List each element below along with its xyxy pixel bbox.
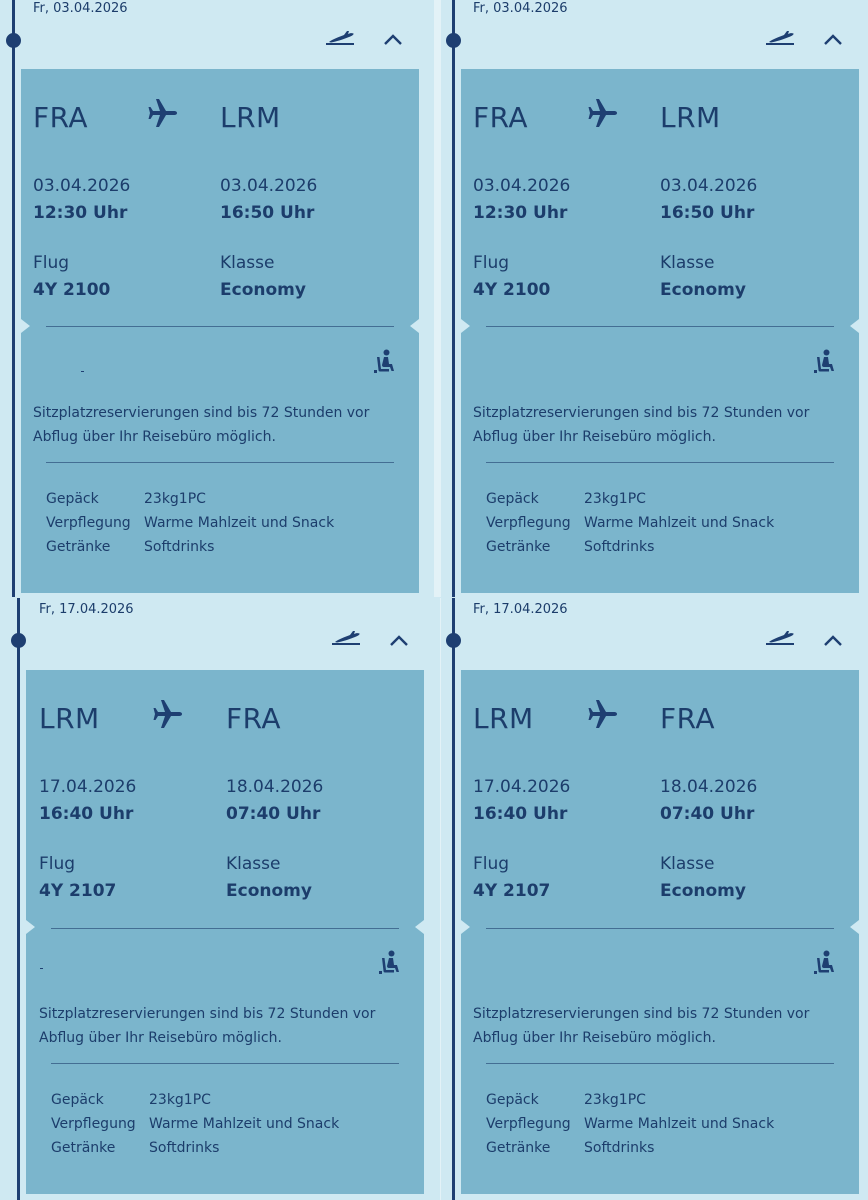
chevron-up-icon[interactable] xyxy=(390,635,408,647)
seat-reservation-note: Sitzplatzreservierungen sind bis 72 Stunden vor Abflug über Ihr Reisebüro möglich. xyxy=(33,405,370,445)
flight-panel xyxy=(441,598,868,1200)
seat-icon xyxy=(813,349,835,373)
destination-code: LRM xyxy=(220,101,281,134)
baggage-value: 23kg1PC xyxy=(144,491,206,507)
flight-number: 4Y 2107 xyxy=(39,881,117,901)
timeline-line xyxy=(12,0,15,597)
chevron-up-icon[interactable] xyxy=(824,635,842,647)
meal-label: Verpflegung xyxy=(51,1116,136,1132)
arrival-time: 16:50 Uhr xyxy=(220,203,315,223)
divider xyxy=(486,326,834,327)
departure-date: 17.04.2026 xyxy=(39,777,137,797)
class-value: Economy xyxy=(660,881,746,901)
class-label: Klasse xyxy=(226,854,281,874)
card-notch xyxy=(415,920,424,934)
class-value: Economy xyxy=(660,280,746,300)
divider xyxy=(51,1063,399,1064)
seat-icon xyxy=(378,950,400,974)
drinks-value: Softdrinks xyxy=(149,1140,220,1156)
baggage-value: 23kg1PC xyxy=(149,1092,211,1108)
card-notch xyxy=(21,319,30,333)
divider xyxy=(486,1063,834,1064)
airplane-icon xyxy=(325,31,355,47)
service-info xyxy=(46,487,334,559)
meal-value: Warme Mahlzeit und Snack xyxy=(144,515,335,531)
segment-date: Fr, 03.04.2026 xyxy=(33,1,128,16)
arrival-date: 03.04.2026 xyxy=(660,176,758,196)
baggage-label: Gepäck xyxy=(486,491,539,507)
origin-code: LRM xyxy=(39,702,100,735)
arrival-time: 07:40 Uhr xyxy=(660,804,755,824)
departure-time: 12:30 Uhr xyxy=(473,203,568,223)
panel-divider xyxy=(440,598,441,1200)
baggage-value: 23kg1PC xyxy=(584,1092,646,1108)
flight-panel xyxy=(0,0,434,597)
segment-date: Fr, 03.04.2026 xyxy=(473,1,568,16)
baggage-label: Gepäck xyxy=(486,1092,539,1108)
departure-date: 17.04.2026 xyxy=(473,777,571,797)
card-notch xyxy=(461,920,470,934)
segment-date: Fr, 17.04.2026 xyxy=(473,602,568,617)
flight-card xyxy=(21,69,419,593)
seat-icon xyxy=(813,950,835,974)
timeline-dot xyxy=(11,633,26,648)
drinks-label: Getränke xyxy=(51,1140,116,1156)
airplane-icon xyxy=(765,31,795,47)
departure-date: 03.04.2026 xyxy=(33,176,131,196)
flight-label: Flug xyxy=(473,253,510,273)
flight-card xyxy=(26,670,424,1194)
flight-number: 4Y 2100 xyxy=(473,280,551,300)
card-notch xyxy=(461,319,470,333)
class-value: Economy xyxy=(226,881,312,901)
arrival-date: 03.04.2026 xyxy=(220,176,318,196)
meal-value: Warme Mahlzeit und Snack xyxy=(584,1116,775,1132)
service-info xyxy=(51,1088,339,1160)
origin-code: FRA xyxy=(473,101,529,134)
segment-date: Fr, 17.04.2026 xyxy=(39,602,134,617)
flight-label: Flug xyxy=(33,253,70,273)
meal-label: Verpflegung xyxy=(486,515,571,531)
airplane-icon xyxy=(587,698,619,730)
drinks-label: Getränke xyxy=(46,539,111,555)
class-label: Klasse xyxy=(660,253,715,273)
timeline-dot xyxy=(446,33,461,48)
timeline-line xyxy=(17,598,20,1200)
destination-code: LRM xyxy=(660,101,721,134)
airplane-icon xyxy=(152,698,184,730)
flight-card xyxy=(461,69,859,593)
drinks-value: Softdrinks xyxy=(584,539,655,555)
divider xyxy=(51,928,399,929)
baggage-label: Gepäck xyxy=(46,491,99,507)
timeline-dot xyxy=(6,33,21,48)
meal-value: Warme Mahlzeit und Snack xyxy=(149,1116,340,1132)
chevron-up-icon[interactable] xyxy=(384,34,402,46)
class-value: Economy xyxy=(220,280,306,300)
flight-panel xyxy=(0,598,440,1200)
timeline-dot xyxy=(446,633,461,648)
seat-icon xyxy=(373,349,395,373)
card-notch xyxy=(850,319,859,333)
drinks-value: Softdrinks xyxy=(144,539,215,555)
baggage-label: Gepäck xyxy=(51,1092,104,1108)
meal-label: Verpflegung xyxy=(46,515,131,531)
card-notch xyxy=(410,319,419,333)
panel-divider xyxy=(434,0,441,597)
class-label: Klasse xyxy=(660,854,715,874)
drinks-value: Softdrinks xyxy=(584,1140,655,1156)
airplane-icon xyxy=(147,97,179,129)
departure-time: 12:30 Uhr xyxy=(33,203,128,223)
meal-value: Warme Mahlzeit und Snack xyxy=(584,515,775,531)
destination-code: FRA xyxy=(660,702,716,735)
service-info xyxy=(486,1088,774,1160)
flight-number: 4Y 2100 xyxy=(33,280,111,300)
departure-time: 16:40 Uhr xyxy=(473,804,568,824)
timeline-line xyxy=(452,598,455,1200)
flight-number: 4Y 2107 xyxy=(473,881,551,901)
divider xyxy=(46,326,394,327)
timeline-line xyxy=(452,0,455,597)
divider xyxy=(46,462,394,463)
flight-label: Flug xyxy=(39,854,76,874)
flight-panel xyxy=(441,0,868,597)
card-notch xyxy=(26,920,35,934)
flight-label: Flug xyxy=(473,854,510,874)
divider xyxy=(486,928,834,929)
arrival-date: 18.04.2026 xyxy=(660,777,758,797)
arrival-time: 07:40 Uhr xyxy=(226,804,321,824)
seat-reservation-note: Sitzplatzreservierungen sind bis 72 Stunden vor Abflug über Ihr Reisebüro möglich. xyxy=(473,1006,810,1046)
destination-code: FRA xyxy=(226,702,282,735)
arrival-date: 18.04.2026 xyxy=(226,777,324,797)
seat-reservation-note: Sitzplatzreservierungen sind bis 72 Stunden vor Abflug über Ihr Reisebüro möglich. xyxy=(39,1006,376,1046)
drinks-label: Getränke xyxy=(486,539,551,555)
redacted-mark xyxy=(81,371,84,372)
origin-code: LRM xyxy=(473,702,534,735)
airplane-icon xyxy=(331,631,361,647)
departure-time: 16:40 Uhr xyxy=(39,804,134,824)
meal-label: Verpflegung xyxy=(486,1116,571,1132)
card-notch xyxy=(850,920,859,934)
service-info xyxy=(486,487,774,559)
arrival-time: 16:50 Uhr xyxy=(660,203,755,223)
drinks-label: Getränke xyxy=(486,1140,551,1156)
airplane-icon xyxy=(587,97,619,129)
flight-card xyxy=(461,670,859,1194)
origin-code: FRA xyxy=(33,101,89,134)
departure-date: 03.04.2026 xyxy=(473,176,571,196)
divider xyxy=(486,462,834,463)
chevron-up-icon[interactable] xyxy=(824,34,842,46)
redacted-mark xyxy=(40,968,43,969)
baggage-value: 23kg1PC xyxy=(584,491,646,507)
seat-reservation-note: Sitzplatzreservierungen sind bis 72 Stunden vor Abflug über Ihr Reisebüro möglich. xyxy=(473,405,810,445)
class-label: Klasse xyxy=(220,253,275,273)
airplane-icon xyxy=(765,631,795,647)
